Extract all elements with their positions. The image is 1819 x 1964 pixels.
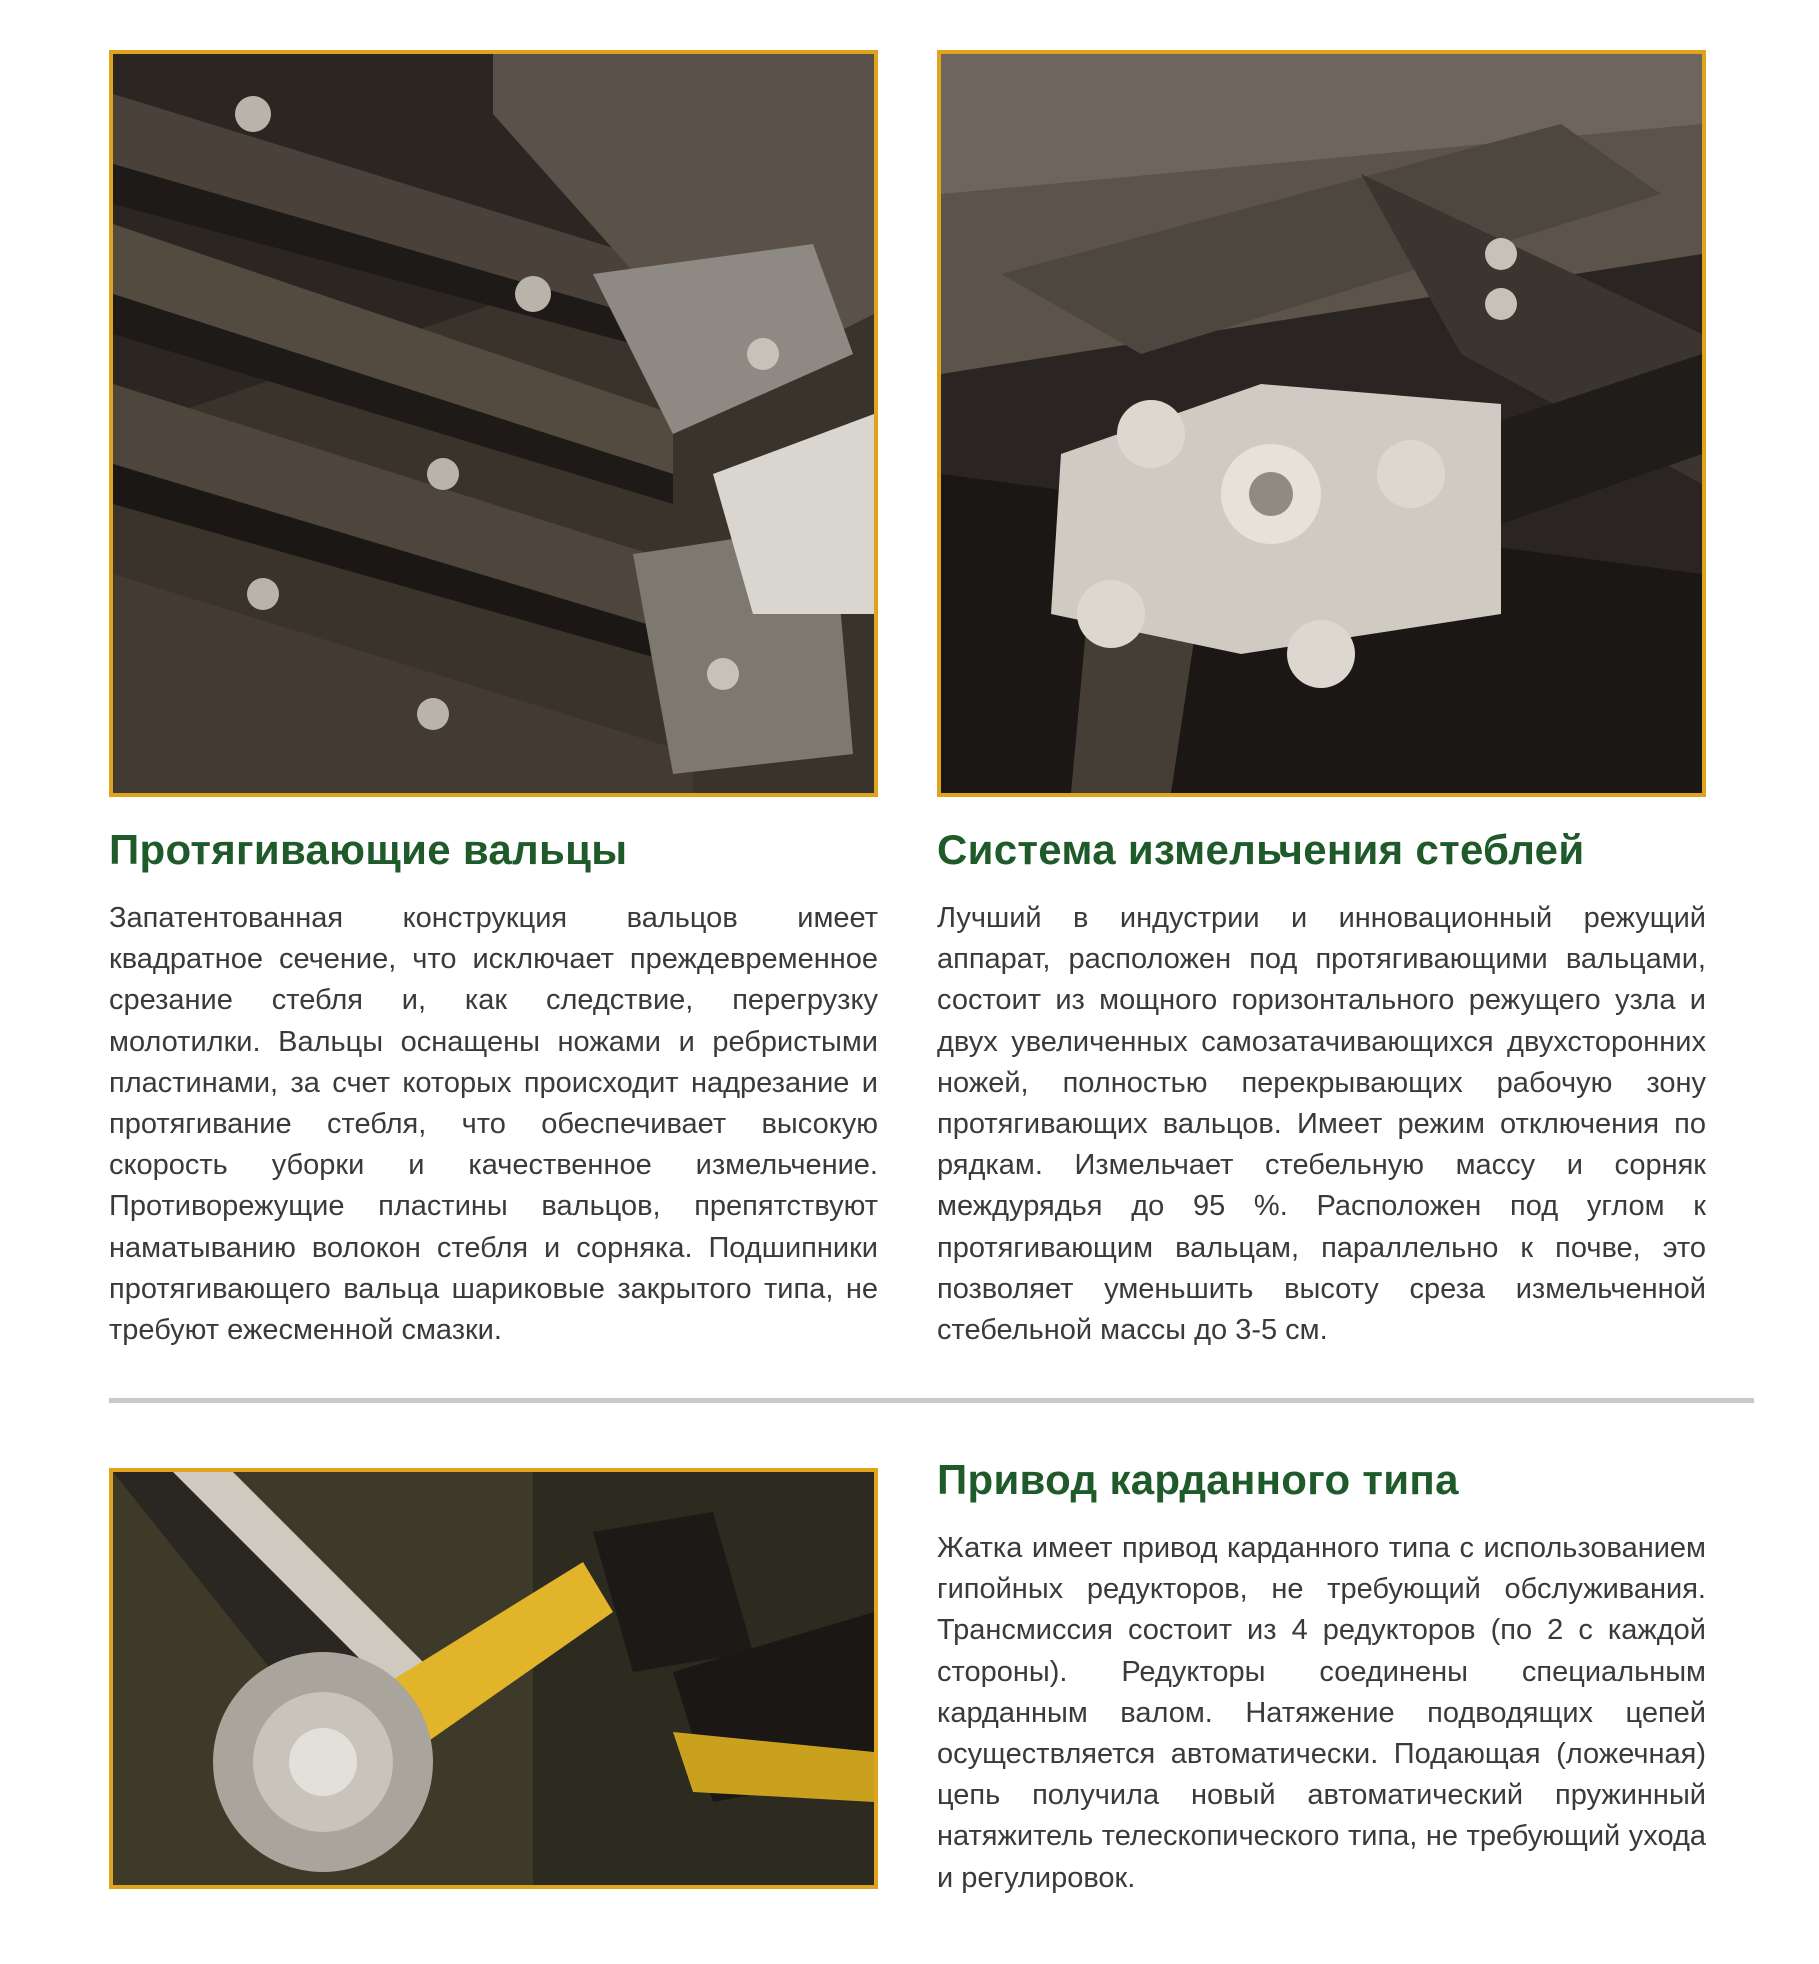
rollers-section bbox=[109, 820, 878, 1351]
drive-heading: Привод карданного типа bbox=[937, 1456, 1459, 1503]
chopper-heading: Система измельчения стеблей bbox=[937, 826, 1585, 873]
drive-section bbox=[937, 1450, 1706, 1899]
chopper-body: Лучший в индустрии и инновационный режущий аппарат, расположен под протягивающими вальцами, состоит из мощного горизонтального режущего узла и двух увеличенных самозатачивающихся двухсторонних ножей, полностью перекрывающих рабочую зону протягивающих вальцов. Имеет режим отключения по рядкам. Измельчает стебельную массу и сорняк междурядья до 95 %. Расположен под углом к протягивающим вальцам, параллельно к почве, это позволяет уменьшить высоту среза измельченной стебельной массы до 3-5 см. bbox=[937, 902, 1706, 1347]
chopper-section bbox=[937, 820, 1706, 1351]
rollers-body: Запатентованная конструкция вальцов имеет квадратное сечение, что исключает преждевременное срезание стебля и, как следствие, перегрузку молотилки. Вальцы оснащены ножами и ребристыми пластинами, за счет которых происходит надрезание и протягивание стебля, что обеспечивает высокую скорость уборки и качественное измельчение. Противорежущие пластины вальцов, препятствуют наматыванию волокон стебля и сорняка. Подшипники протягивающего вальца шариковые закрытого типа, не требуют ежесменной смазки. bbox=[109, 902, 878, 1347]
rollers-illustration bbox=[113, 54, 874, 793]
chopper-illustration bbox=[941, 54, 1702, 793]
section-divider bbox=[109, 1398, 1754, 1403]
chopper-photo bbox=[937, 50, 1706, 797]
rollers-photo bbox=[109, 50, 878, 797]
drive-body: Жатка имеет привод карданного типа с использованием гипойных редукторов, не требующий обслуживания. Трансмиссия состоит из 4 редукторов (по 2 с каждой стороны). Редукторы соединены специальным карданным валом. Натяжение подводящих цепей осуществляется автоматически. Подающая (ложечная) цепь получила новый автоматический пружинный натяжитель телескопического типа, не требующий ухода и регулировок. bbox=[937, 1532, 1706, 1894]
rollers-heading: Протягивающие вальцы bbox=[109, 826, 628, 873]
driveline-photo bbox=[109, 1468, 878, 1889]
driveline-illustration bbox=[113, 1472, 874, 1885]
